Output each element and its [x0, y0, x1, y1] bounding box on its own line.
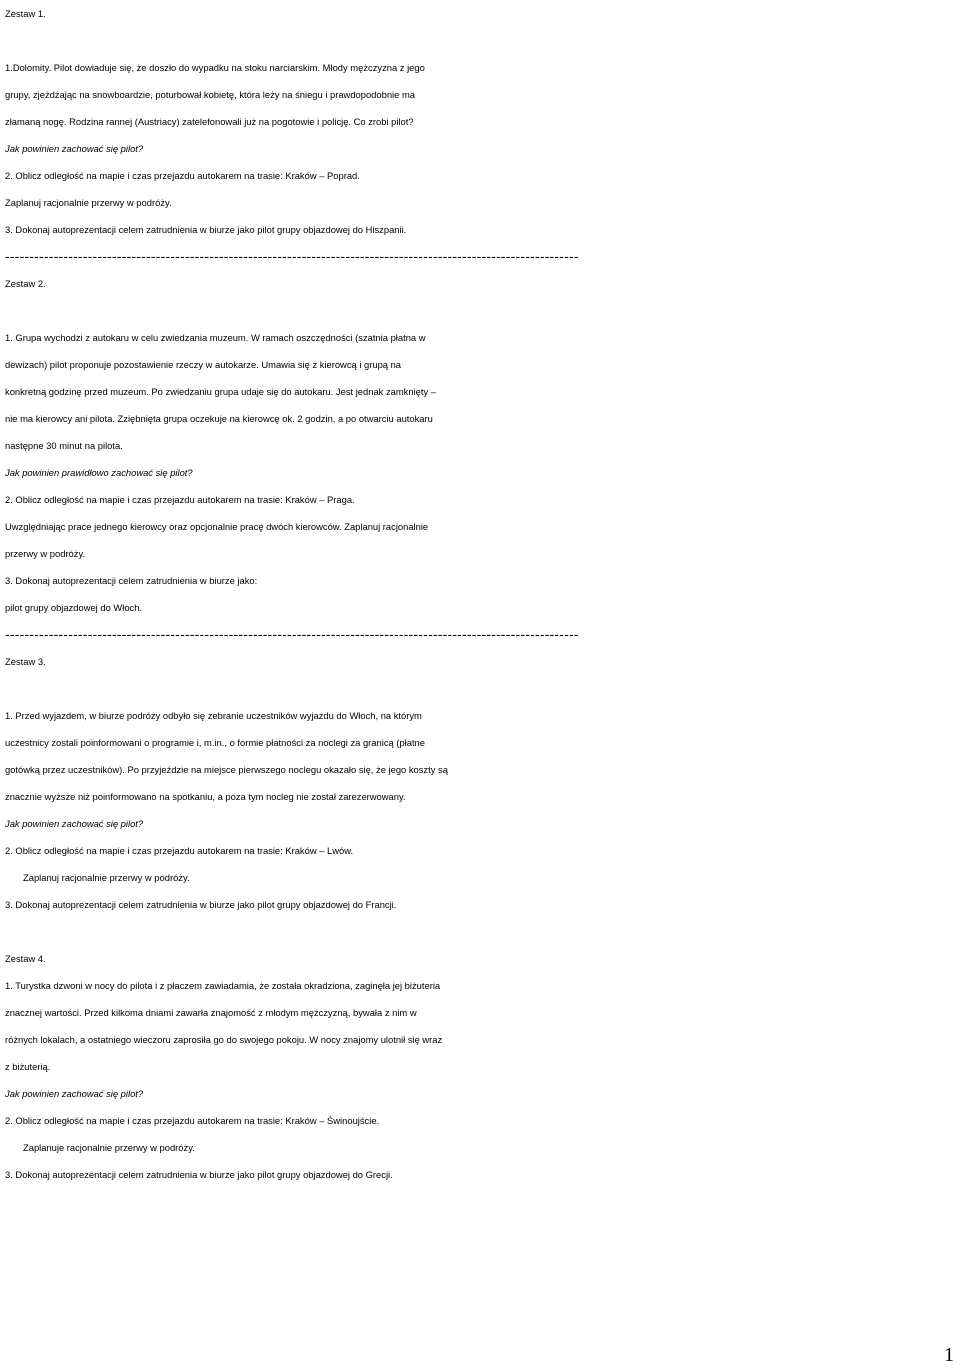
question: Jak powinien zachować się pilot? [5, 143, 144, 154]
set-title: Zestaw 3. [5, 656, 46, 667]
document-page [5, 0, 957, 1188]
question: Jak powinien prawidłowo zachować się pilot? [5, 467, 193, 478]
task-2-line: przerwy w podróży. [5, 548, 86, 559]
set-2 [5, 270, 957, 621]
task-1-line: 1. Grupa wychodzi z autokaru w celu zwiedzania muzeum. W ramach oszczędności (szatnia płatna w [5, 332, 426, 343]
task-1-line: 1. Turystka dzwoni w nocy do pilota i z płaczem zawiadamia, że została okradziona, zaginęła jej biżuteria [5, 980, 441, 991]
task-1-line: znacznej wartości. Przed kilkoma dniami zawarła znajomość z młodym mężczyzną, bywała z nim w [5, 1007, 417, 1018]
task-1-line: dewizach) pilot proponuje pozostawienie rzeczy w autokarze. Umawia się z kierowcą i grupą na [5, 359, 402, 370]
task-1-line: następne 30 minut na pilota. [5, 440, 123, 451]
page-number: 1 [944, 1344, 954, 1366]
task-2-line: 2. Oblicz odległość na mapie i czas przejazdu autokarem na trasie: Kraków – Lwów. [5, 845, 354, 856]
task-1-line: nie ma kierowcy ani pilota. Zziębnięta grupa oczekuje na kierowcę ok. 2 godzin, a po otwarciu autokaru [5, 413, 433, 424]
set-title: Zestaw 1. [5, 8, 46, 19]
task-2-line: 2. Oblicz odległość na mapie i czas przejazdu autokarem na trasie: Kraków – Świnoujście. [5, 1115, 380, 1126]
task-1-line: 1. Przed wyjazdem, w biurze podróży odbyło się zebranie uczestników wyjazdu do Włoch, na którym [5, 710, 422, 721]
task-3-line: 3. Dokonaj autoprezentacji celem zatrudnienia w biurze jako pilot grupy objazdowej do Hiszpanii. [5, 224, 407, 235]
spacer [5, 675, 957, 702]
task-2-line: Zaplanuj racjonalnie przerwy w podróży. [23, 872, 190, 883]
task-1-line: znacznie wyższe niż poinformowano na spotkaniu, a poza tym nocleg nie został zarezerwowany. [5, 791, 406, 802]
task-2-line: Uwzględniając prace jednego kierowcy oraz opcjonalnie pracę dwóch kierowców. Zaplanuj racjonalnie [5, 521, 429, 532]
separator: ---------------------------------------------------------------------------------------------------------------------- [5, 626, 579, 642]
task-1-line: 1.Dolomity. Pilot dowiaduje się, że doszło do wypadku na stoku narciarskim. Młody mężczyzna z jego [5, 62, 425, 73]
question: Jak powinien zachować się pilot? [5, 1088, 144, 1099]
task-1-line: różnych lokalach, a ostatniego wieczoru zaprosiła go do swojego pokoju. W nocy znajomy ulotnił się wraz [5, 1034, 443, 1045]
separator: ---------------------------------------------------------------------------------------------------------------------- [5, 248, 579, 264]
task-1-line: konkretną godzinę przed muzeum. Po zwiedzaniu grupa udaje się do autokaru. Jest jednak zamknięty – [5, 386, 436, 397]
set-title: Zestaw 4. [5, 953, 46, 964]
set-title: Zestaw 2. [5, 278, 46, 289]
set-3 [5, 648, 957, 918]
task-1-line: złamaną nogę. Rodzina rannej (Austriacy) zatelefonowali już na pogotowie i policję. Co zrobi pilot? [5, 116, 414, 127]
task-2-line: 2. Oblicz odległość na mapie i czas przejazdu autokarem na trasie: Kraków – Praga. [5, 494, 355, 505]
question: Jak powinien zachować się pilot? [5, 818, 144, 829]
spacer [5, 27, 957, 54]
task-3-line: 3. Dokonaj autoprezentacji celem zatrudnienia w biurze jako pilot grupy objazdowej do Grecji. [5, 1169, 393, 1180]
task-2-line: 2. Oblicz odległość na mapie i czas przejazdu autokarem na trasie: Kraków – Poprad. [5, 170, 360, 181]
task-3-line: 3. Dokonaj autoprezentacji celem zatrudnienia w biurze jako pilot grupy objazdowej do Francji. [5, 899, 397, 910]
task-1-line: grupy, zjeżdżając na snowboardzie, poturbował kobietę, która leży na śniegu i prawdopodobnie ma [5, 89, 415, 100]
set-1 [5, 0, 957, 243]
task-2-line: Zaplanuj racjonalnie przerwy w podróży. [5, 197, 172, 208]
task-2-line: Zaplanuje racjonalnie przerwy w podróży. [23, 1142, 195, 1153]
task-3-line: pilot grupy objazdowej do Włoch. [5, 602, 143, 613]
spacer [5, 297, 957, 324]
task-3-line: 3. Dokonaj autoprezentacji celem zatrudnienia w biurze jako: [5, 575, 258, 586]
task-1-line: z biżuterią. [5, 1061, 51, 1072]
set-4 [5, 945, 957, 1188]
task-1-line: gotówką przez uczestników). Po przyjeździe na miejsce pierwszego noclegu okazało się, że jego koszty są [5, 764, 448, 775]
spacer [5, 918, 957, 945]
task-1-line: uczestnicy zostali poinformowani o programie i, m.in., o formie płatności za noclegi za granicą (płatne [5, 737, 425, 748]
